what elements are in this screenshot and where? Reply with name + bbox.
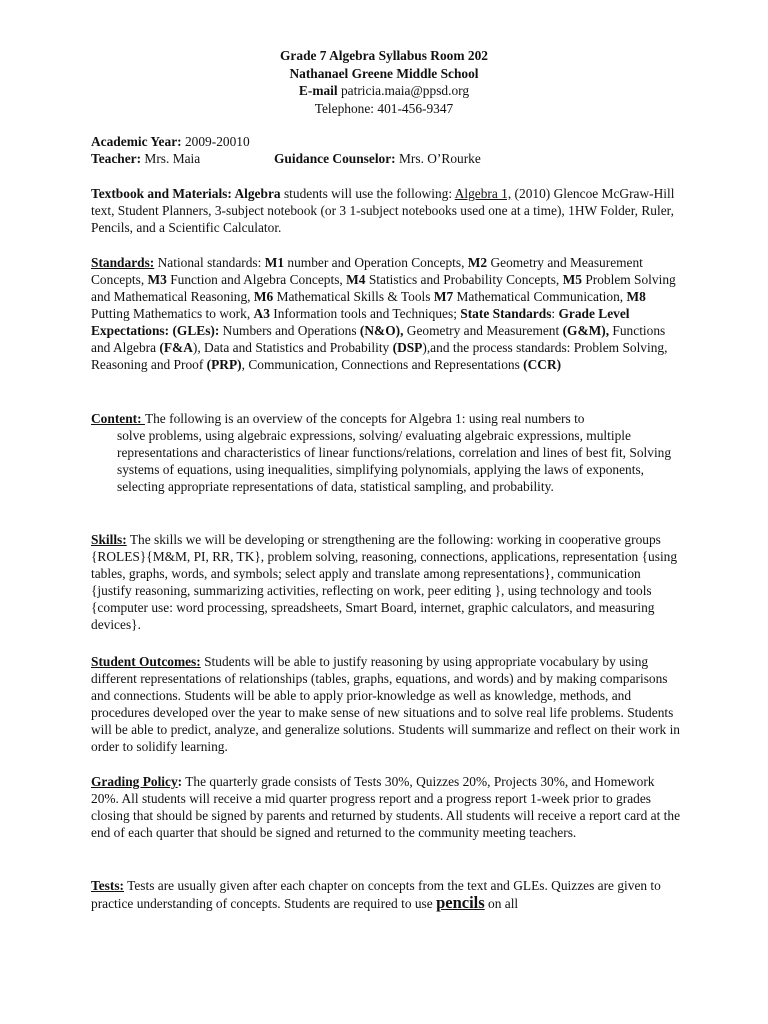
tests-tail: on all [484, 896, 519, 911]
strand-code: (N&O), [359, 323, 404, 338]
grading-section [91, 773, 681, 841]
skills-paragraph [91, 531, 681, 633]
textbook-section [91, 185, 681, 236]
strand-code: (G&M), [562, 323, 610, 338]
pencils-emphasis: pencils [436, 893, 485, 912]
standards-section [91, 254, 681, 373]
teacher-line [91, 150, 681, 167]
content-first-line [91, 410, 681, 427]
standards-text: Information tools and Techniques; [269, 306, 461, 321]
standards-text: Putting Mathematics to work, [91, 306, 254, 321]
grading-colon: : [177, 774, 183, 789]
syllabus-title: Grade 7 Algebra Syllabus Room 202 [280, 48, 488, 63]
skills-text: The skills we will be developing or strengthening are the following: working in cooperative groups {ROLES}{M&M, PI, RR, TK}, problem solving, reasoning, connections, applications, representation {using tables, graphs, words, and symbols; select apply and translate among representations}, communication {justify reasoning, summarizing activities, reflecting on work, peer editing }, using technology and tools {computer use: word processing, spreadsheets, Smart Board, internet, graphic calculators, and measuring devices}. [91, 532, 678, 632]
outcomes-text: Students will be able to justify reasoning by using appropriate vocabulary by using different representations of relationships (tables, graphs, equations, and words) and by making comparisons and connections. Students will be able to apply prior-knowledge as well as knowledge, methods, and procedures developed over the year to make sense of new situations and to solve real life problems. Students will be able to predict, analyze, and generalize solutions. Students will summarize and reflect on their work in order to solidify learning. [91, 654, 681, 754]
gle-label: Grade Level Expectations: (GLEs): [91, 306, 630, 338]
counselor-value: Mrs. O’Rourke [395, 151, 481, 166]
textbook-title: Algebra 1, [454, 186, 512, 201]
textbook-label: Textbook and Materials: [91, 186, 232, 201]
textbook-text-1: students will use the following: [280, 186, 455, 201]
textbook-paragraph [91, 185, 681, 236]
skills-section [91, 531, 681, 633]
outcomes-section [91, 653, 681, 755]
standard-code: M7 [433, 289, 454, 304]
academic-year-line [91, 133, 681, 150]
standards-text: Mathematical Skills & Tools [273, 289, 434, 304]
strand-code: (F&A [159, 340, 193, 355]
strand-code: (DSP [392, 340, 423, 355]
content-section [91, 410, 681, 495]
standards-text: Functions and Algebra [91, 323, 666, 355]
standard-code: M4 [346, 272, 366, 287]
document-header [0, 47, 768, 117]
teacher-value: Mrs. Maia [141, 151, 201, 166]
email-address: patricia.maia@ppsd.org [337, 83, 470, 98]
telephone-line: Telephone: 401-456-9347 [314, 100, 454, 116]
tests-text: Tests are usually given after each chapter on concepts from the text and GLEs. Quizzes are given to practice understanding of concepts. Students are required to use [91, 878, 661, 911]
standards-text: Problem Solving and Mathematical Reasoning, [91, 272, 676, 304]
state-standards-label: State Standards [460, 306, 552, 321]
content-label: Content: [91, 411, 145, 426]
grading-paragraph [91, 773, 681, 841]
standards-text: Function and Algebra Concepts, [166, 272, 347, 287]
outcomes-label: Student Outcomes: [91, 654, 201, 669]
standards-label: Standards: [91, 255, 155, 270]
standards-text: Geometry and Measurement [403, 323, 563, 338]
standard-code: M2 [467, 255, 488, 270]
grading-text: The quarterly grade consists of Tests 30%, Quizzes 20%, Projects 30%, and Homework 20%. All students will receive a mid quarter progress report and a progress report 1-week prior to grades closing that should be signed by parents and returned by students. All students will receive a report card at the end of each quarter that should be signed and returned to the community meeting teachers. [91, 774, 681, 840]
standards-text: Numbers and Operations [219, 323, 360, 338]
standards-text: Mathematical Communication, [453, 289, 627, 304]
standards-text: Statistics and Probability Concepts, [365, 272, 563, 287]
tests-section [91, 877, 681, 912]
email-label: E-mail [298, 83, 338, 98]
teacher-label: Teacher: [91, 151, 142, 166]
standard-code: A3 [253, 306, 270, 321]
textbook-course: Algebra [231, 186, 281, 201]
strand-code: (CCR) [523, 357, 562, 372]
outcomes-paragraph [91, 653, 681, 755]
course-info [91, 133, 681, 167]
standard-code: M1 [264, 255, 285, 270]
counselor-field [274, 150, 481, 167]
standards-text: Geometry and Measurement Concepts, [91, 255, 643, 287]
email-line [0, 82, 768, 100]
tests-paragraph [91, 877, 681, 912]
academic-year-value: 2009-20010 [181, 134, 250, 149]
standards-text: National standards: [154, 255, 265, 270]
standard-code: M3 [147, 272, 167, 287]
school-name: Nathanael Greene Middle School [289, 65, 479, 81]
strand-code: (PRP) [206, 357, 242, 372]
standards-text: ),and the process standards: Problem Solving, Reasoning and Proof [91, 340, 668, 372]
standards-text: : [551, 306, 559, 321]
standards-text: , Communication, Connections and Representations [241, 357, 524, 372]
skills-label: Skills: [91, 532, 127, 547]
content-text: The following is an overview of the concepts for Algebra 1: using real numbers to [144, 411, 585, 426]
standards-text: ), Data and Statistics and Probability [192, 340, 393, 355]
grading-label: Grading Policy [91, 774, 178, 789]
academic-year-label: Academic Year: [91, 134, 182, 149]
standard-code: M6 [253, 289, 274, 304]
standard-code: M5 [562, 272, 582, 287]
standard-code: M8 [626, 289, 646, 304]
counselor-label: Guidance Counselor: [274, 151, 396, 166]
standards-text: number and Operation Concepts, [284, 255, 468, 270]
textbook-text-2: (2010) Glencoe McGraw-Hill text, Student Planners, 3-subject notebook (or 3 1-subject notebooks used one at a time), 1HW Folder, Ruler, Pencils, and a Scientific Calculator. [91, 186, 675, 235]
standards-paragraph [91, 254, 681, 373]
content-rest: solve problems, using algebraic expressions, solving/ evaluating algebraic expressions, multiple representations and characteristics of linear functions/relations, correlation and lines of best fit, Solving systems of equations, using inequalities, simplifying polynomials, applying the laws of exponents, selecting appropriate representations of data, statistical sampling, and probability. [117, 428, 672, 494]
tests-label: Tests: [91, 878, 124, 893]
